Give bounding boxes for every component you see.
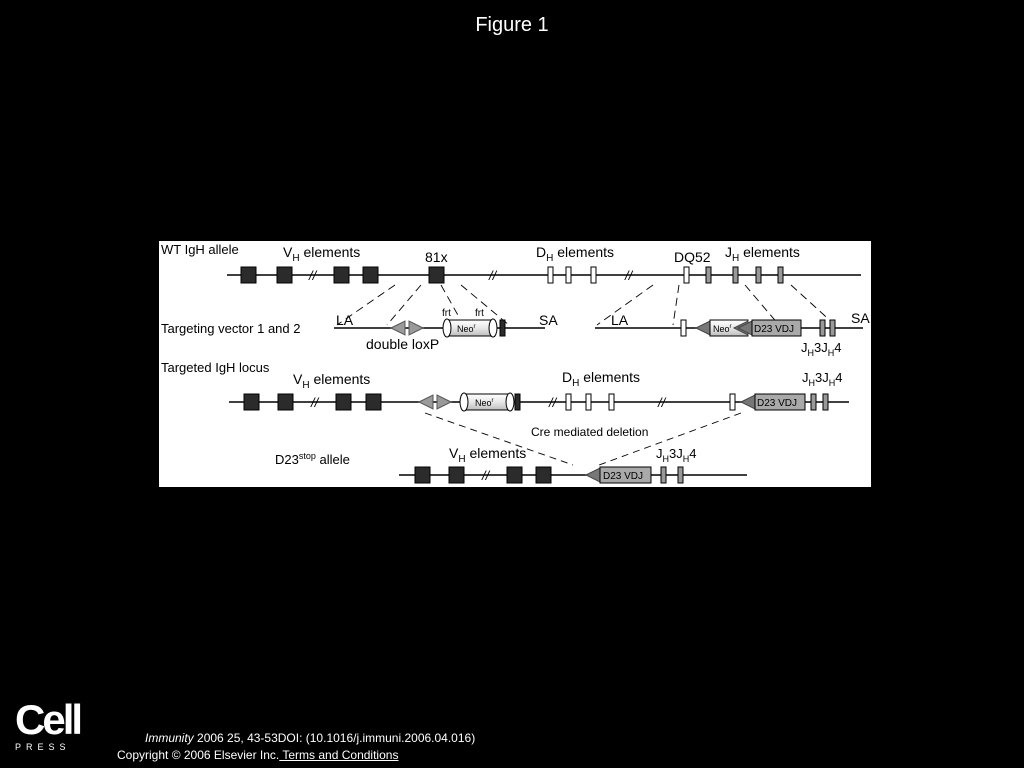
wt-dq52-label: DQ52 bbox=[674, 249, 711, 265]
wt-jh-elements-label: $J_H$ elements bbox=[725, 244, 800, 264]
stop-jh3-jh4-label: $J_H3J_H4$ bbox=[656, 446, 697, 464]
wt-jh-element-4 bbox=[778, 267, 783, 283]
targeted-dh-element-3 bbox=[609, 394, 614, 410]
wt-dh-element-1 bbox=[548, 267, 553, 283]
double-loxp-label: double loxP bbox=[366, 336, 440, 352]
targeted-frt-site-1 bbox=[460, 393, 468, 411]
targeted-neo-label: Neo$^r$ bbox=[475, 398, 494, 408]
targeted-frt-site-2 bbox=[506, 393, 514, 411]
cell-press-logo bbox=[15, 696, 85, 752]
targeted-break-mark-1: // bbox=[311, 395, 319, 410]
slide-title: Figure 1 bbox=[475, 14, 549, 36]
citation-details: 2006 25, 43-53DOI: (10.1016/j.immuni.2006.04.016) bbox=[193, 731, 476, 745]
journal-name: Immunity bbox=[145, 731, 194, 745]
stop-vh-element-2 bbox=[449, 467, 464, 483]
copyright-text: Copyright © 2006 Elsevier Inc. bbox=[117, 748, 280, 762]
vector2-jh3-element bbox=[820, 320, 825, 336]
stop-vh-element-4 bbox=[536, 467, 551, 483]
wt-dh-element-3 bbox=[591, 267, 596, 283]
vector2-neo-label: Neo$^r$ bbox=[713, 324, 732, 334]
stop-break-mark: // bbox=[482, 468, 490, 483]
wt-jh-element-2 bbox=[733, 267, 738, 283]
vector1-dark-element bbox=[500, 320, 505, 336]
targeted-loxp-site-2 bbox=[437, 395, 451, 409]
vector2-jh3-jh4-label: $J_H3J_H4$ bbox=[801, 340, 842, 358]
wt-break-mark-2: // bbox=[489, 268, 497, 283]
wt-jh-element-3 bbox=[756, 267, 761, 283]
stop-vh-element-1 bbox=[415, 467, 430, 483]
targeted-jh4-element bbox=[823, 394, 828, 410]
vector2-sa-label: SA bbox=[851, 310, 870, 326]
targeted-vh-element-4 bbox=[366, 394, 381, 410]
targeted-dh-element-1 bbox=[566, 394, 571, 410]
stop-d23-vdj-label: D23 VDJ bbox=[603, 471, 644, 482]
stop-jh3-element bbox=[661, 467, 666, 483]
wt-vh-elements-label: $V_H$ elements bbox=[283, 244, 361, 264]
targeted-dh-elements-label: $D_H$ elements bbox=[562, 369, 641, 389]
vector1-la-label: LA bbox=[336, 312, 354, 328]
vector1-loxp-site-1 bbox=[391, 321, 405, 335]
wt-break-mark-3: // bbox=[625, 268, 633, 283]
targeting-vector-label: Targeting vector 1 and 2 bbox=[161, 321, 301, 336]
vector1-frt-label-2: frt bbox=[475, 308, 484, 319]
targeted-d23-vdj-label: D23 VDJ bbox=[757, 398, 798, 409]
stop-vh-elements-label: $V_H$ elements bbox=[449, 445, 527, 465]
vector2-la-label: LA bbox=[611, 312, 629, 328]
copyright bbox=[117, 748, 398, 762]
wt-dq52-element bbox=[684, 267, 689, 283]
wt-break-mark-1: // bbox=[309, 268, 317, 283]
wt-dh-elements-label: $D_H$ elements bbox=[536, 244, 615, 264]
gene-targeting-figure bbox=[159, 241, 871, 487]
targeted-dark-element bbox=[515, 394, 520, 410]
homology-dashed-lines bbox=[337, 285, 835, 325]
vector1-sa-label: SA bbox=[539, 312, 558, 328]
targeted-vh-element-2 bbox=[278, 394, 293, 410]
vector1-frt-label-1: frt bbox=[442, 308, 451, 319]
targeted-dh-element-4 bbox=[730, 394, 735, 410]
wt-allele-label: WT IgH allele bbox=[161, 242, 239, 257]
vector1-neo-label: Neo$^r$ bbox=[457, 324, 476, 334]
citation bbox=[145, 731, 475, 745]
targeted-loxp-site-3 bbox=[741, 395, 755, 409]
wt-vh-element-3 bbox=[334, 267, 349, 283]
targeted-break-mark-2: // bbox=[549, 395, 557, 410]
targeted-vh-element-3 bbox=[336, 394, 351, 410]
stop-loxp-site bbox=[586, 468, 600, 482]
targeted-vh-element-1 bbox=[244, 394, 259, 410]
vector1-frt-site-1 bbox=[443, 319, 451, 337]
d23stop-allele-label: $D23^{stop}$ allele bbox=[275, 451, 350, 467]
targeted-dh-element-2 bbox=[586, 394, 591, 410]
vector2-d23-vdj-label: D23 VDJ bbox=[754, 324, 795, 335]
wt-vh-element-1 bbox=[241, 267, 256, 283]
targeted-vh-elements-label: $V_H$ elements bbox=[293, 371, 371, 391]
cell-logo-word: Cell bbox=[15, 696, 81, 743]
vector1-loxp-site-2 bbox=[409, 321, 423, 335]
targeted-break-mark-3: // bbox=[658, 395, 666, 410]
stop-jh4-element bbox=[678, 467, 683, 483]
targeted-loxp-site-1 bbox=[419, 395, 433, 409]
targeted-locus-label: Targeted IgH locus bbox=[161, 360, 270, 375]
targeted-jh3-element bbox=[811, 394, 816, 410]
vector1-frt-site-2 bbox=[489, 319, 497, 337]
cell-logo-press: PRESS bbox=[15, 742, 71, 752]
wt-dh-element-2 bbox=[566, 267, 571, 283]
stop-vh-element-3 bbox=[507, 467, 522, 483]
vector2-jh4-element bbox=[830, 320, 835, 336]
wt-jh-element-1 bbox=[706, 267, 711, 283]
wt-81x-element bbox=[429, 267, 444, 283]
wt-vh-element-4 bbox=[363, 267, 378, 283]
vector2-dh-element bbox=[681, 320, 686, 336]
wt-81x-label: 81x bbox=[425, 249, 448, 265]
vector2-loxp-site-1 bbox=[696, 321, 710, 335]
wt-vh-element-2 bbox=[277, 267, 292, 283]
cre-deletion-label: Cre mediated deletion bbox=[531, 425, 649, 439]
terms-and-conditions-link[interactable]: Terms and Conditions bbox=[279, 748, 399, 762]
targeted-jh3-jh4-label: $J_H3J_H4$ bbox=[802, 370, 843, 388]
